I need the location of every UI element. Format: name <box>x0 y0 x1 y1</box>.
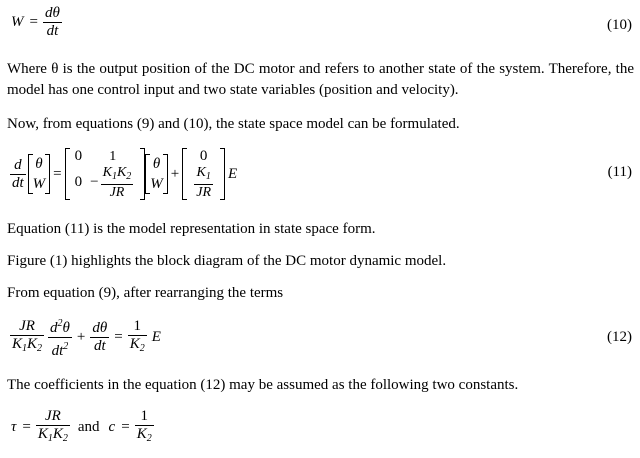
paragraph-rearranging: From equation (9), after rearranging the terms <box>7 285 284 301</box>
fraction-tau: $\frac{JR}{K_1K_2}$ <box>36 408 70 447</box>
equation-12: $\frac{JR}{K_1K_2}$ $\frac{d^2\theta}{dt^2}$ + $\frac{d\theta}{dt}$ = $\frac{1}{K_2}$ E <box>8 315 164 360</box>
fraction-K1-JR: $\frac{K_1}{JR}$ <box>196 165 212 200</box>
fraction-K1K2-JR: $\frac{K_1K_2}{JR}$ <box>102 165 132 200</box>
equation-number-10: (10) <box>607 17 632 33</box>
equation-constants: τ = $\frac{JR}{K_1K_2}$ and c = $\frac{1}{K_2}$ <box>8 408 156 447</box>
fraction-dtheta-dt-12: $\frac{d\theta}{dt}$ <box>92 320 108 354</box>
paragraph-coefficients: The coefficients in the equation (12) may be assumed as the following two constants. <box>7 377 519 393</box>
equation-11: $\frac{d}{dt}$ θ W = 0 1 0 − $\frac{K_1K_2}{JR}$ θ W + 0 $\frac{K_1}{JR}$ E <box>12 148 238 200</box>
equation-number-12: (12) <box>607 329 632 345</box>
fraction-dtheta-dt: $\frac{d\theta}{dt}$ <box>44 5 60 39</box>
paragraph-theta-definition: Where θ is the output position of the DC motor and refers to another state of the system. Therefore, the model has one control input and two state variables (position and velocity). <box>7 61 634 98</box>
fraction-d2theta-dt2: $\frac{d^2\theta}{dt^2}$ <box>50 318 70 359</box>
paragraph-state-space-intro: Now, from equations (9) and (10), the state space model can be formulated. <box>7 116 460 132</box>
equation-10: W = $\frac{d\theta}{dt}$ <box>11 5 60 39</box>
equation-number-11: (11) <box>607 164 632 180</box>
fraction-c: $\frac{1}{K_2}$ <box>135 408 154 447</box>
fraction-1-K2: $\frac{1}{K_2}$ <box>128 318 147 357</box>
fraction-d-dt: $\frac{d}{dt}$ <box>12 156 24 191</box>
state-vector-rhs: θ W <box>145 154 168 194</box>
state-matrix-A: 0 1 0 − $\frac{K_1K_2}{JR}$ <box>65 148 146 200</box>
input-matrix-B: 0 $\frac{K_1}{JR}$ <box>182 148 225 200</box>
paragraph-block-diagram: Figure (1) highlights the block diagram of the DC motor dynamic model. <box>7 253 447 269</box>
state-vector-lhs: θ W <box>28 154 51 194</box>
fraction-JR-K1K2: $\frac{JR}{K_1K_2}$ <box>10 318 44 357</box>
paragraph-model-representation: Equation (11) is the model representation in state space form. <box>7 221 376 237</box>
